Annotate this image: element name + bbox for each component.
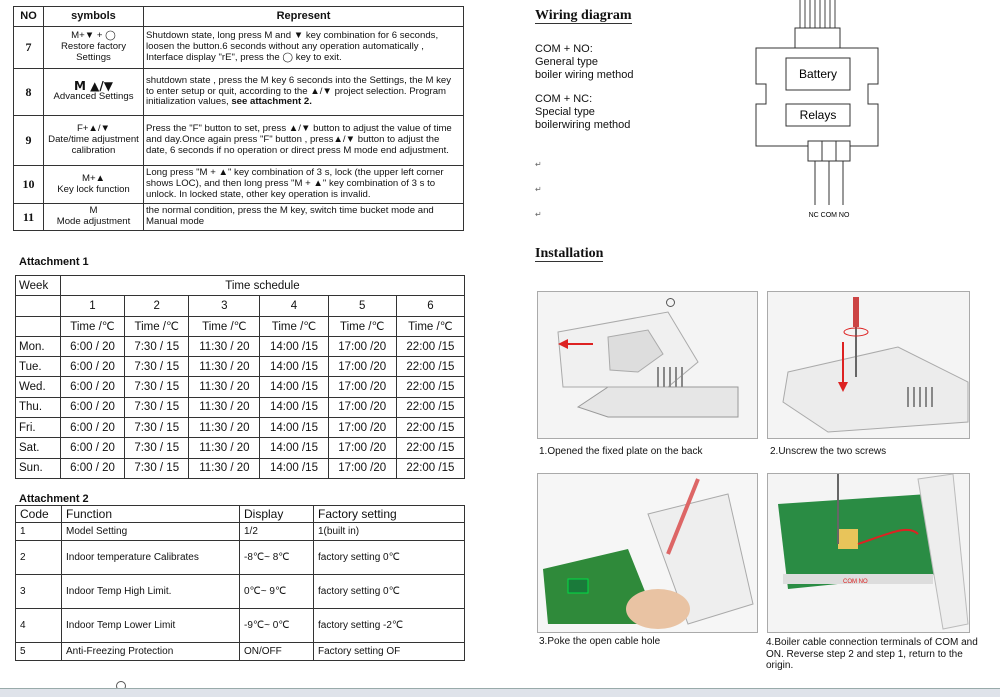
settings-factory-cell: factory setting -2℃ <box>314 609 465 643</box>
unit-row <box>16 316 465 336</box>
schedule-cell: 22:00 /15 <box>396 397 464 417</box>
step2-caption: 2.Unscrew the two screws <box>770 446 887 457</box>
wiring-line: COM + NO: <box>535 43 593 55</box>
schedule-cell: 14:00 /15 <box>260 357 328 377</box>
description-cell <box>144 69 464 116</box>
terminal-no <box>836 141 850 161</box>
unit-label: Time /℃ <box>60 316 124 336</box>
terminal-nc <box>808 141 822 161</box>
symbol-label: Advanced Settings <box>53 91 134 102</box>
symbol-key: M+▼ + ◯ <box>71 30 116 42</box>
day-label: Sun. <box>16 458 61 478</box>
symbol-label: Date/time adjustment calibration <box>48 134 139 156</box>
settings-display-cell: -9℃~ 0℃ <box>240 609 314 643</box>
settings-code-cell: 1 <box>16 523 62 541</box>
schedule-cell: 7:30 / 15 <box>125 357 189 377</box>
day-label: Mon. <box>16 336 61 356</box>
schedule-cell: 6:00 / 20 <box>60 438 124 458</box>
schedule-cell: 7:30 / 15 <box>125 397 189 417</box>
attachment-link-text: see attachment 2. <box>231 96 312 108</box>
wiring-diagram <box>750 0 885 225</box>
symbol-label: Key lock function <box>57 183 130 195</box>
photo-circle-marker <box>666 298 675 307</box>
symbol-cell <box>44 166 144 204</box>
schedule-cell: 22:00 /15 <box>396 336 464 356</box>
terminal-wires <box>815 161 843 205</box>
table-row <box>14 69 464 116</box>
installation-title: Installation <box>535 246 604 261</box>
schedule-cell: 11:30 / 20 <box>189 377 260 397</box>
wiring-line: COM + NC: <box>535 93 593 105</box>
header-factory: Factory setting <box>314 506 465 523</box>
attachment2-title: Attachment 2 <box>19 493 89 505</box>
schedule-header-row <box>16 276 465 296</box>
blank-cell <box>16 296 61 316</box>
table-row <box>14 204 464 231</box>
settings-factory-cell: Factory setting OF <box>314 643 465 661</box>
terminal-com <box>822 141 836 161</box>
row-number: 7 <box>14 27 44 69</box>
table-row <box>14 166 464 204</box>
slot-row <box>16 296 465 316</box>
header-code: Code <box>16 506 62 523</box>
schedule-cell: 6:00 / 20 <box>60 418 124 438</box>
battery-label: Battery <box>798 67 838 81</box>
schedule-cell: 14:00 /15 <box>260 336 328 356</box>
header-symbols: symbols <box>44 7 144 27</box>
schedule-header: Time schedule <box>60 276 464 296</box>
function-table <box>13 6 464 231</box>
settings-row <box>16 643 465 661</box>
slot-number: 3 <box>189 296 260 316</box>
schedule-row <box>16 438 465 458</box>
schedule-row <box>16 357 465 377</box>
table-row <box>14 27 464 69</box>
settings-code-cell: 2 <box>16 541 62 575</box>
symbol-cell <box>44 69 144 116</box>
symbol-key: F+▲/▼ <box>76 123 111 135</box>
unit-label: Time /℃ <box>396 316 464 336</box>
schedule-cell: 11:30 / 20 <box>189 357 260 377</box>
header-represent: Represent <box>144 7 464 27</box>
attachment1-title: Attachment 1 <box>19 256 89 268</box>
schedule-cell: 7:30 / 15 <box>125 336 189 356</box>
step4-caption: 4.Boiler cable connection terminals of COM and ON. Reverse step 2 and step 1, return to the origin. <box>766 637 978 671</box>
wiring-line: boilerwiring method <box>535 119 631 131</box>
blank-cell <box>16 316 61 336</box>
row-number: 11 <box>14 204 44 231</box>
paragraph-mark: ↵ <box>535 185 542 194</box>
slot-number: 2 <box>125 296 189 316</box>
schedule-cell: 14:00 /15 <box>260 438 328 458</box>
schedule-cell: 14:00 /15 <box>260 418 328 438</box>
settings-display-cell: -8℃~ 8℃ <box>240 541 314 575</box>
paragraph-mark: ↵ <box>535 160 542 169</box>
symbol-label: Mode adjustment <box>56 216 131 227</box>
settings-row <box>16 575 465 609</box>
schedule-cell: 11:30 / 20 <box>189 438 260 458</box>
schedule-cell: 17:00 /20 <box>328 336 396 356</box>
schedule-cell: 14:00 /15 <box>260 458 328 478</box>
unit-label: Time /℃ <box>328 316 396 336</box>
wiring-line: Special type <box>535 106 595 118</box>
schedule-body <box>16 336 465 478</box>
settings-display-cell: 0℃~ 9℃ <box>240 575 314 609</box>
schedule-cell: 11:30 / 20 <box>189 418 260 438</box>
description-cell: Long press "M + ▲" key combination of 3 s, lock (the upper left corner shows LOC), and then long press "M + ▲" key combination of 3 s to unlock. In locked state, other key operation is invalid. <box>144 166 464 204</box>
header-no: NO <box>14 7 44 27</box>
paragraph-mark: ↵ <box>535 210 542 219</box>
row-number: 10 <box>14 166 44 204</box>
step4-photo <box>767 473 970 633</box>
slot-number: 6 <box>396 296 464 316</box>
schedule-row <box>16 397 465 417</box>
schedule-cell: 17:00 /20 <box>328 397 396 417</box>
schedule-cell: 7:30 / 15 <box>125 377 189 397</box>
schedule-cell: 17:00 /20 <box>328 418 396 438</box>
settings-code-cell: 5 <box>16 643 62 661</box>
schedule-row <box>16 377 465 397</box>
window-taskbar <box>0 688 1000 697</box>
settings-factory-cell: factory setting 0℃ <box>314 575 465 609</box>
step3-illustration <box>538 474 758 633</box>
wire-bundle <box>800 0 835 28</box>
header-display: Display <box>240 506 314 523</box>
unit-label: Time /℃ <box>260 316 328 336</box>
wiring-line: boiler wiring method <box>535 69 634 81</box>
step3-caption: 3.Poke the open cable hole <box>539 636 661 647</box>
schedule-row <box>16 458 465 478</box>
settings-function-cell: Indoor Temp Lower Limit <box>62 609 240 643</box>
schedule-cell: 22:00 /15 <box>396 377 464 397</box>
slot-number: 5 <box>328 296 396 316</box>
slot-number: 1 <box>60 296 124 316</box>
schedule-cell: 6:00 / 20 <box>60 377 124 397</box>
symbol-cell <box>44 27 144 69</box>
unit-label: Time /℃ <box>189 316 260 336</box>
description-cell: Press the "F" button to set, press ▲/▼ button to adjust the value of time and day.Once again press "F" button , press▲/▼ button to adjust the date, 6 seconds if no operation or direct press M mode end adjustment. <box>144 116 464 166</box>
schedule-cell: 6:00 / 20 <box>60 458 124 478</box>
schedule-cell: 17:00 /20 <box>328 438 396 458</box>
settings-factory-cell: 1(built in) <box>314 523 465 541</box>
day-label: Fri. <box>16 418 61 438</box>
day-label: Tue. <box>16 357 61 377</box>
schedule-row <box>16 336 465 356</box>
symbol-key: M <box>89 205 98 217</box>
relays-label: Relays <box>799 108 837 122</box>
schedule-cell: 14:00 /15 <box>260 377 328 397</box>
settings-table <box>15 505 465 661</box>
schedule-cell: 11:30 / 20 <box>189 397 260 417</box>
settings-row <box>16 523 465 541</box>
settings-display-cell: ON/OFF <box>240 643 314 661</box>
settings-display-cell: 1/2 <box>240 523 314 541</box>
step1-caption: 1.Opened the fixed plate on the back <box>539 446 703 457</box>
schedule-cell: 17:00 /20 <box>328 357 396 377</box>
day-label: Sat. <box>16 438 61 458</box>
connector-block <box>795 28 840 48</box>
unit-label: Time /℃ <box>125 316 189 336</box>
description-cell: the normal condition, press the M key, switch time bucket mode and Manual mode <box>144 204 464 231</box>
settings-factory-cell: factory setting 0℃ <box>314 541 465 575</box>
schedule-cell: 7:30 / 15 <box>125 418 189 438</box>
step4-illustration <box>768 474 970 633</box>
step3-photo <box>537 473 758 633</box>
settings-body <box>16 523 465 661</box>
settings-row <box>16 609 465 643</box>
description-text: shutdown state , press the M key 6 seconds into the Settings, the M key to enter setup or quit, according to the ▲/▼ project selection. Program initialization values, <box>146 74 452 108</box>
schedule-cell: 7:30 / 15 <box>125 438 189 458</box>
settings-function-cell: Model Setting <box>62 523 240 541</box>
step2-photo <box>767 291 970 439</box>
schedule-cell: 6:00 / 20 <box>60 357 124 377</box>
table-header-row <box>14 7 464 27</box>
schedule-cell: 22:00 /15 <box>396 418 464 438</box>
symbol-key: M ▲/▼ <box>74 79 113 94</box>
schedule-cell: 11:30 / 20 <box>189 458 260 478</box>
step1-illustration <box>538 292 758 439</box>
step1-photo <box>537 291 758 439</box>
schedule-cell: 14:00 /15 <box>260 397 328 417</box>
settings-code-cell: 4 <box>16 609 62 643</box>
schedule-cell: 7:30 / 15 <box>125 458 189 478</box>
terminal-labels: NC COM NO <box>808 212 850 219</box>
settings-function-cell: Indoor temperature Calibrates <box>62 541 240 575</box>
settings-function-cell: Anti-Freezing Protection <box>62 643 240 661</box>
schedule-cell: 11:30 / 20 <box>189 336 260 356</box>
schedule-cell: 17:00 /20 <box>328 377 396 397</box>
slot-number: 4 <box>260 296 328 316</box>
wiring-title: Wiring diagram <box>535 8 632 23</box>
header-function: Function <box>62 506 240 523</box>
symbol-key: M+▲ <box>81 172 106 184</box>
step2-illustration <box>768 292 970 439</box>
schedule-cell: 6:00 / 20 <box>60 336 124 356</box>
settings-code-cell: 3 <box>16 575 62 609</box>
settings-header-row <box>16 506 465 523</box>
day-label: Wed. <box>16 377 61 397</box>
week-header: Week <box>16 276 61 296</box>
symbol-label: Restore factory Settings <box>60 41 127 63</box>
symbol-cell <box>44 204 144 231</box>
schedule-cell: 22:00 /15 <box>396 357 464 377</box>
schedule-cell: 6:00 / 20 <box>60 397 124 417</box>
schedule-row <box>16 418 465 438</box>
schedule-table <box>15 275 465 479</box>
day-label: Thu. <box>16 397 61 417</box>
schedule-cell: 17:00 /20 <box>328 458 396 478</box>
table-row <box>14 116 464 166</box>
schedule-cell: 22:00 /15 <box>396 458 464 478</box>
settings-function-cell: Indoor Temp High Limit. <box>62 575 240 609</box>
schedule-cell: 22:00 /15 <box>396 438 464 458</box>
settings-row <box>16 541 465 575</box>
row-number: 9 <box>14 116 44 166</box>
symbol-cell <box>44 116 144 166</box>
description-cell: Shutdown state, long press M and ▼ key combination for 6 seconds, loosen the button.6 seconds without any operation automatically , Interface display "rE", press the ◯ key to exit. <box>144 27 464 69</box>
row-number: 8 <box>14 69 44 116</box>
wiring-line: General type <box>535 56 598 68</box>
board-terminal-label: COM NO <box>843 579 868 585</box>
